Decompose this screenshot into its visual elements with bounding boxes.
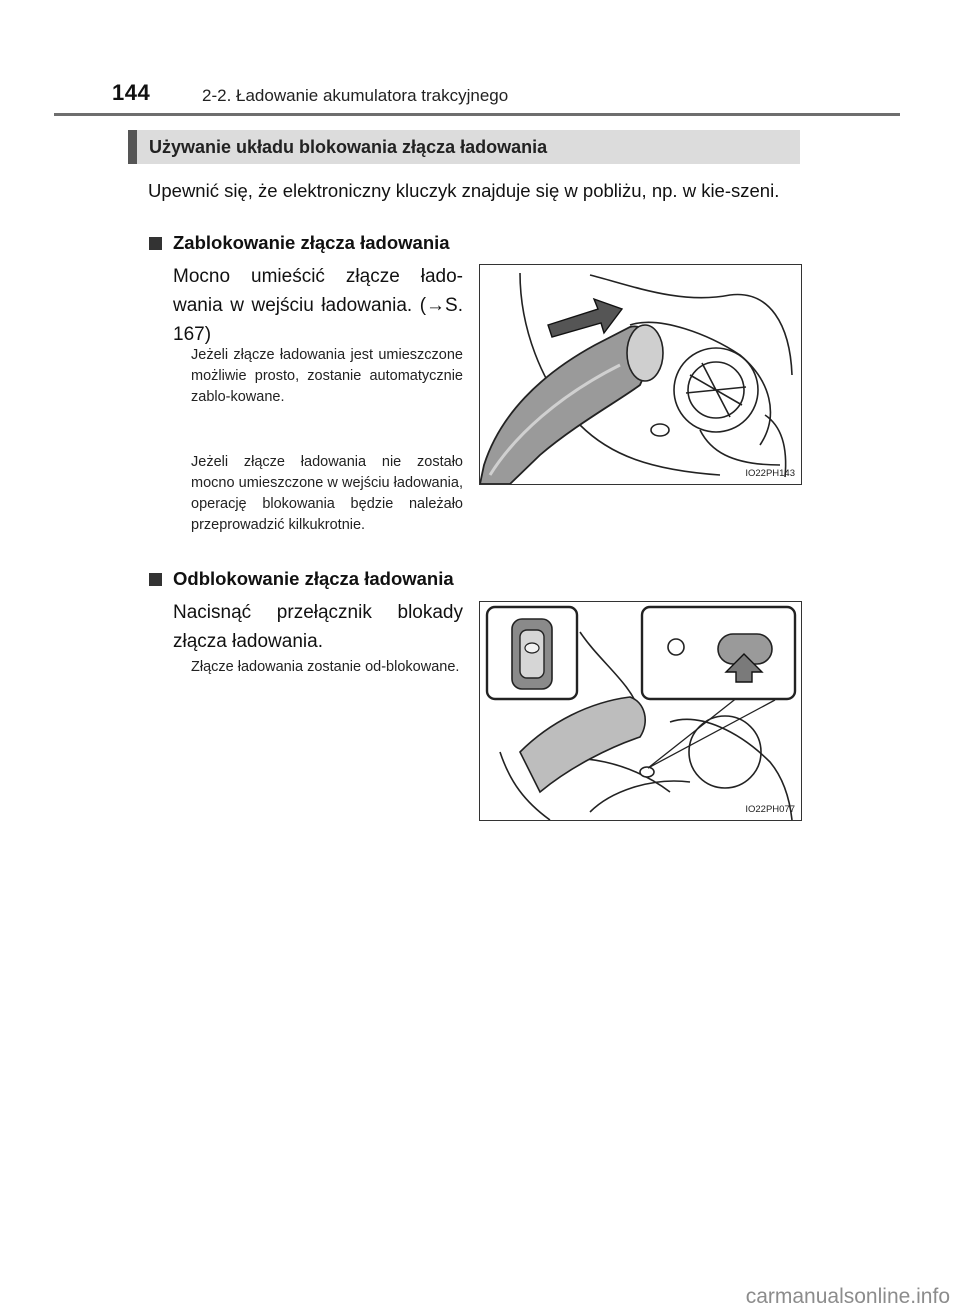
unlock-heading bbox=[149, 568, 454, 590]
section-title: Używanie układu blokowania złącza ładowania bbox=[149, 136, 548, 157]
lock-note-1: Jeżeli złącze ładowania jest umieszczone możliwie prosto, zostanie automatycznie zablo-kowane. bbox=[191, 347, 463, 405]
lock-heading-label: Zablokowanie złącza ładowania bbox=[173, 232, 450, 253]
lock-heading bbox=[149, 232, 450, 254]
unlock-figure-code: IO22PH077 bbox=[745, 804, 795, 815]
header-rule bbox=[54, 113, 900, 116]
unlock-instruction: Nacisnąć przełącznik blokady złącza ładowania. bbox=[173, 602, 463, 652]
lock-figure-code: IO22PH143 bbox=[745, 468, 795, 479]
running-title: 2-2. Ładowanie akumulatora trakcyjnego bbox=[202, 86, 509, 105]
page-number: 144 bbox=[112, 80, 151, 105]
unlock-switch-image bbox=[480, 602, 801, 820]
lock-note-2: Jeżeli złącze ładowania nie zostało mocno umieszczone w wejściu ładowania, operację blokowania będzie należało przeprowadzić kilkukrotnie. bbox=[191, 454, 463, 533]
unlock-note: Złącze ładowania zostanie od-blokowane. bbox=[191, 659, 460, 675]
watermark-text: carmanualsonline.info bbox=[745, 1285, 950, 1308]
charging-connector-insert-image bbox=[480, 265, 801, 484]
bullet-square-icon bbox=[149, 237, 162, 250]
lock-illustration bbox=[479, 264, 802, 485]
section-header bbox=[128, 130, 800, 164]
bullet-square-icon bbox=[149, 573, 162, 586]
unlock-illustration bbox=[479, 601, 802, 821]
unlock-heading-label: Odblokowanie złącza ładowania bbox=[173, 568, 454, 589]
intro-paragraph: Upewnić się, że elektroniczny kluczyk znajduje się w pobliżu, np. w kie-szeni. bbox=[148, 180, 780, 201]
lock-instruction: Mocno umieścić złącze łado-wania w wejściu ładowania. (→S. 167) bbox=[173, 266, 463, 345]
